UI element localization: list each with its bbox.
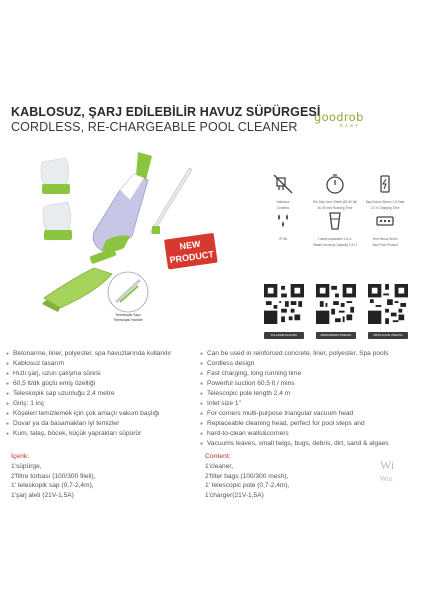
contents-item: 2'filtre torbası (100/300 fileli), (11, 472, 96, 480)
feature-label: Tek Şarj Uzun Süreli (60-90 dk) (312, 200, 358, 204)
list-item: ● For corners multi-purpose triangular vacuum head (200, 409, 389, 419)
list-item: ● Can be used in reinforced concrete, liner, polyester, Spa pools (200, 349, 389, 359)
list-item: ● Giriş: 1 inç (6, 399, 171, 409)
page-title-en: CORDLESS, RE-CHARGEABLE POOL CLEANER (11, 120, 298, 134)
contents-heading: Content: (205, 453, 231, 460)
feature-label: Şarj Dolum Süresi 1,5 Saat (365, 200, 405, 204)
logo-subtext: EASY (340, 123, 361, 128)
feature-label: Cordless (276, 206, 290, 210)
product-image (20, 140, 230, 340)
watermark-line2: Win (380, 474, 393, 483)
feature-label: Yeni Havuz Ürünü (372, 237, 398, 241)
list-item: ● Kum, talaş, böcek, küçük yaprakları süpürür (6, 429, 171, 439)
features-list-en (200, 349, 389, 449)
page-title-tr: KABLOSUZ, ŞARJ EDİLEBİLİR HAVUZ SÜPÜRGESİ (11, 105, 321, 119)
list-item: ● Telescopic pole length 2,4 m (200, 389, 389, 399)
contents-item: 2'filter bags (100/300 mesh), (205, 472, 289, 480)
feature-label: 1,5 h Charging Time (370, 206, 400, 210)
feature-label: IP 68 (279, 237, 287, 241)
callout-line2: Telescopic Handle (113, 318, 143, 322)
list-item: ● Teleskopik sap uzunluğu 2,4 metre (6, 389, 171, 399)
list-item: ● hard-to-clean walls&corners (200, 429, 389, 439)
qr-code-icon (264, 284, 304, 324)
feature-label: 60-90 min Running Time (317, 206, 353, 210)
watermark-line1: Wi (380, 458, 395, 472)
contents-item: 1'şarj aleti (21V-1,5A) (11, 491, 74, 499)
list-item: ● Hızlı şarj, uzun çalışma süresi (6, 369, 171, 379)
feature-capacity (310, 207, 360, 247)
feature-new-product (360, 207, 410, 247)
contents-heading: İçerik: (11, 453, 30, 460)
cordless-icon (258, 170, 308, 198)
list-item: ● Vacuums leaves, small twigs, bugs, debris, dirt, sand & algaes (200, 439, 389, 449)
handle-callout (108, 272, 148, 322)
qr-unboxing-video[interactable] (368, 284, 408, 339)
contents-item: 1'süpürge, (11, 463, 42, 470)
brand-logo (314, 110, 374, 136)
list-item: ● Fast charging, long running time (200, 369, 389, 379)
feature-label: Hazne kapasitesi 1,8 Lt (318, 237, 352, 241)
qr-code-icon (368, 284, 408, 324)
list-item: ● Inlet size 1" (200, 399, 389, 409)
qr-user-manual[interactable] (264, 284, 304, 339)
qr-code-icon (316, 284, 356, 324)
list-item: ● Kablosuz tasarım (6, 359, 171, 369)
qr-label: ÜRÜN AÇILIM VİDEOSU (368, 332, 408, 339)
list-item: ● Köşeleri temizlemek için çok amaçlı vakum başlığı (6, 409, 171, 419)
contents-item: 1'cleaner, (205, 463, 234, 470)
telescopic-pole (152, 170, 190, 234)
timer-icon (310, 170, 360, 198)
feature-charging (360, 170, 410, 210)
list-item: ● Cordless design (200, 359, 389, 369)
badge-line2: PRODUCT (168, 249, 215, 266)
feature-waterproof (258, 207, 308, 243)
contents-item: 1' telescopic pole (0,7-2,4m), (205, 482, 290, 490)
contents-item: 1' teleskopik sap (0,7-2,4m), (11, 482, 94, 490)
qr-label: PERFORMANS VİDEOSU (316, 332, 356, 339)
list-item: ● Duvar ya da basamakları iyi temizler (6, 419, 171, 429)
package-contents-en (205, 452, 289, 500)
list-item: ● Betonarme, liner, polyester, spa havuzlarında kullanılır (6, 349, 171, 359)
feature-label: New Pool Product (372, 243, 398, 247)
callout-line1: Teleskopik Sapı (115, 313, 141, 317)
vacuum-head (42, 268, 112, 312)
feature-label: Kablosuz (276, 200, 290, 204)
feature-cordless (258, 170, 308, 210)
qr-performance-video[interactable] (316, 284, 356, 339)
feature-runtime (310, 170, 360, 210)
filter-bag-icon (41, 158, 70, 194)
contents-item: 1'charger(21V-1,5A) (205, 491, 264, 499)
qr-label: KULLANIM KILAVUZU (264, 332, 304, 339)
new-product-icon (360, 207, 410, 235)
filter-capacity-icon (310, 207, 360, 235)
new-product-badge (164, 233, 218, 270)
logo-text: goodrob (314, 110, 364, 124)
feature-label: Waste Housing Capacity 1,8 Lt (313, 243, 357, 247)
list-item: ● Powerful suction 60,5 lt / mins (200, 379, 389, 389)
package-contents-tr (11, 452, 95, 500)
filter-bag-icon (43, 202, 72, 240)
vacuum-body (89, 152, 152, 264)
list-item: ● Replaceable cleaning head, perfect for pool steps and (200, 419, 389, 429)
charging-icon (360, 170, 410, 198)
waterproof-icon (258, 207, 308, 235)
list-item: ● 60,5 lt/dk güçlü emiş özelliği (6, 379, 171, 389)
badge-line1: NEW (178, 238, 202, 252)
features-list-tr (6, 349, 171, 439)
